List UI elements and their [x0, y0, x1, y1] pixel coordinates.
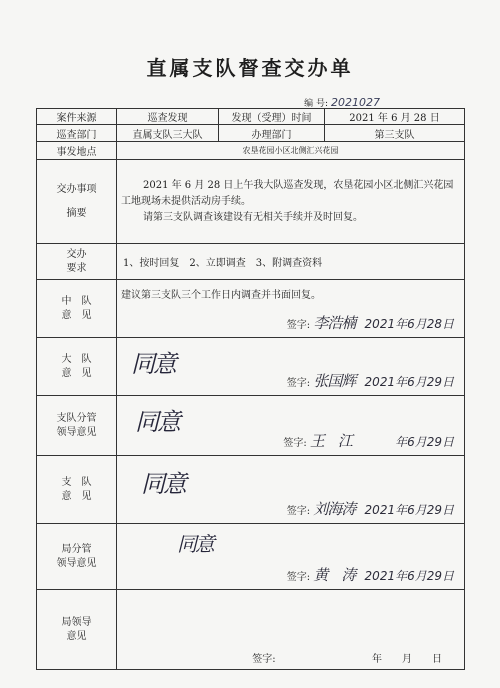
detach-opinion-row	[37, 456, 465, 524]
brigade-opinion-row	[37, 338, 465, 396]
brigade-label-line2: 意 见	[61, 367, 92, 379]
case-source-value: 巡查发现	[117, 109, 219, 125]
bureau-leader-signer: 黄 涛	[313, 566, 356, 584]
squad-label-line2: 意 见	[61, 309, 92, 321]
bureau-leader-label-line1: 局分管	[61, 544, 92, 555]
detach-leader-label-line2: 领导意见	[56, 426, 97, 438]
detach-sign-date: 2021年6月29日	[364, 503, 454, 517]
detach-leader-label	[37, 396, 117, 456]
handling-dept-value: 第三支队	[325, 125, 465, 142]
location-label: 事发地点	[37, 142, 117, 160]
bureau-head-label-line2: 意见	[66, 630, 87, 642]
summary-content	[117, 160, 465, 244]
brigade-sign-date: 2021年6月29日	[364, 375, 454, 389]
bureau-leader-signature	[287, 564, 454, 585]
squad-sign-date: 2021年6月28日	[364, 317, 454, 331]
detach-leader-opinion-cell	[117, 396, 465, 456]
sign-label: 签字:	[283, 438, 307, 449]
detach-label-line2: 意 见	[61, 490, 92, 502]
discovery-time-value: 2021 年 6 月 28 日	[325, 109, 465, 125]
detach-signer: 刘海涛	[313, 500, 356, 518]
squad-signer: 李浩楠	[313, 314, 356, 332]
handling-dept-label: 办理部门	[219, 125, 325, 142]
squad-label-line1: 中 队	[61, 296, 92, 307]
requirements-label	[37, 244, 117, 280]
brigade-label-line1: 大 队	[61, 354, 92, 365]
bureau-leader-opinion-row	[37, 524, 465, 590]
bureau-head-label-line1: 局领导	[61, 617, 92, 628]
summary-label	[37, 160, 117, 244]
detach-leader-signature	[283, 430, 454, 451]
squad-signature	[287, 312, 454, 333]
brigade-opinion-cell	[117, 338, 465, 396]
squad-opinion-row	[37, 280, 465, 338]
sign-label: 签字:	[286, 506, 311, 517]
department-row	[37, 125, 465, 142]
supervision-form-table	[36, 108, 465, 670]
squad-opinion-cell	[117, 280, 465, 338]
document-title: 直属支队督查交办单	[146, 56, 354, 80]
bureau-leader-label	[37, 524, 117, 590]
brigade-handwritten-opinion: 同意	[131, 350, 175, 378]
squad-opinion-text: 建议第三支队三个工作日内调查并书面回复。	[121, 290, 321, 301]
summary-paragraph-1: 2021 年 6 月 28 日上午我大队巡查发现，农垦花园小区北侧汇兴花园工地现场未提供活动房手续。	[121, 179, 454, 207]
requirements-label-line2: 要求	[66, 262, 87, 274]
bureau-head-opinion-row	[37, 590, 465, 670]
sign-label: 签字:	[286, 378, 311, 389]
summary-row	[37, 160, 465, 244]
brigade-label	[37, 338, 117, 396]
detach-leader-handwritten-opinion: 同意	[135, 408, 179, 436]
document-number-value: 2021027	[331, 96, 380, 109]
case-source-label: 案件来源	[37, 109, 117, 125]
requirements-value: 1、按时回复 2、立即调查 3、附调查资料	[117, 244, 465, 280]
discovery-time-label: 发现（受理）时间	[219, 109, 325, 125]
brigade-signature	[287, 370, 454, 391]
detach-label	[37, 456, 117, 524]
sign-label: 签字:	[286, 572, 311, 583]
bureau-leader-handwritten-opinion: 同意	[177, 532, 213, 556]
bureau-leader-label-line2: 领导意见	[56, 557, 97, 569]
detach-leader-label-line1: 支队分管	[56, 413, 97, 424]
detach-leader-signer: 王 江	[309, 432, 352, 450]
detach-opinion-cell	[117, 456, 465, 524]
detach-label-line1: 支 队	[61, 477, 92, 488]
requirements-row	[37, 244, 465, 280]
bureau-leader-sign-date: 2021年6月29日	[364, 569, 454, 583]
squad-label	[37, 280, 117, 338]
bureau-leader-opinion-cell	[117, 524, 465, 590]
location-value: 农垦花园小区北侧汇兴花园	[117, 142, 465, 160]
bureau-head-signature	[252, 650, 442, 665]
bureau-head-label	[37, 590, 117, 670]
summary-label-line2: 摘要	[66, 207, 87, 219]
bureau-head-sign-date: 年 月 日	[372, 654, 442, 665]
sign-label: 签字:	[286, 320, 311, 331]
detach-leader-sign-date: 年6月29日	[395, 435, 454, 449]
document-number-label: 编 号:	[304, 99, 328, 109]
patrol-dept-label: 巡查部门	[37, 125, 117, 142]
case-source-row	[37, 109, 465, 125]
patrol-dept-value: 直属支队三大队	[117, 125, 219, 142]
requirements-label-line1: 交办	[66, 249, 87, 260]
brigade-signer: 张国辉	[313, 372, 356, 390]
detach-leader-opinion-row	[37, 396, 465, 456]
summary-label-line1: 交办事项	[56, 184, 97, 195]
summary-paragraph-2: 请第三支队调查该建设有无相关手续并及时回复。	[143, 211, 363, 223]
bureau-head-opinion-cell	[117, 590, 465, 670]
sign-label: 签字:	[252, 654, 276, 665]
detach-handwritten-opinion: 同意	[141, 470, 185, 498]
location-row	[37, 142, 465, 160]
detach-signature	[287, 498, 454, 519]
